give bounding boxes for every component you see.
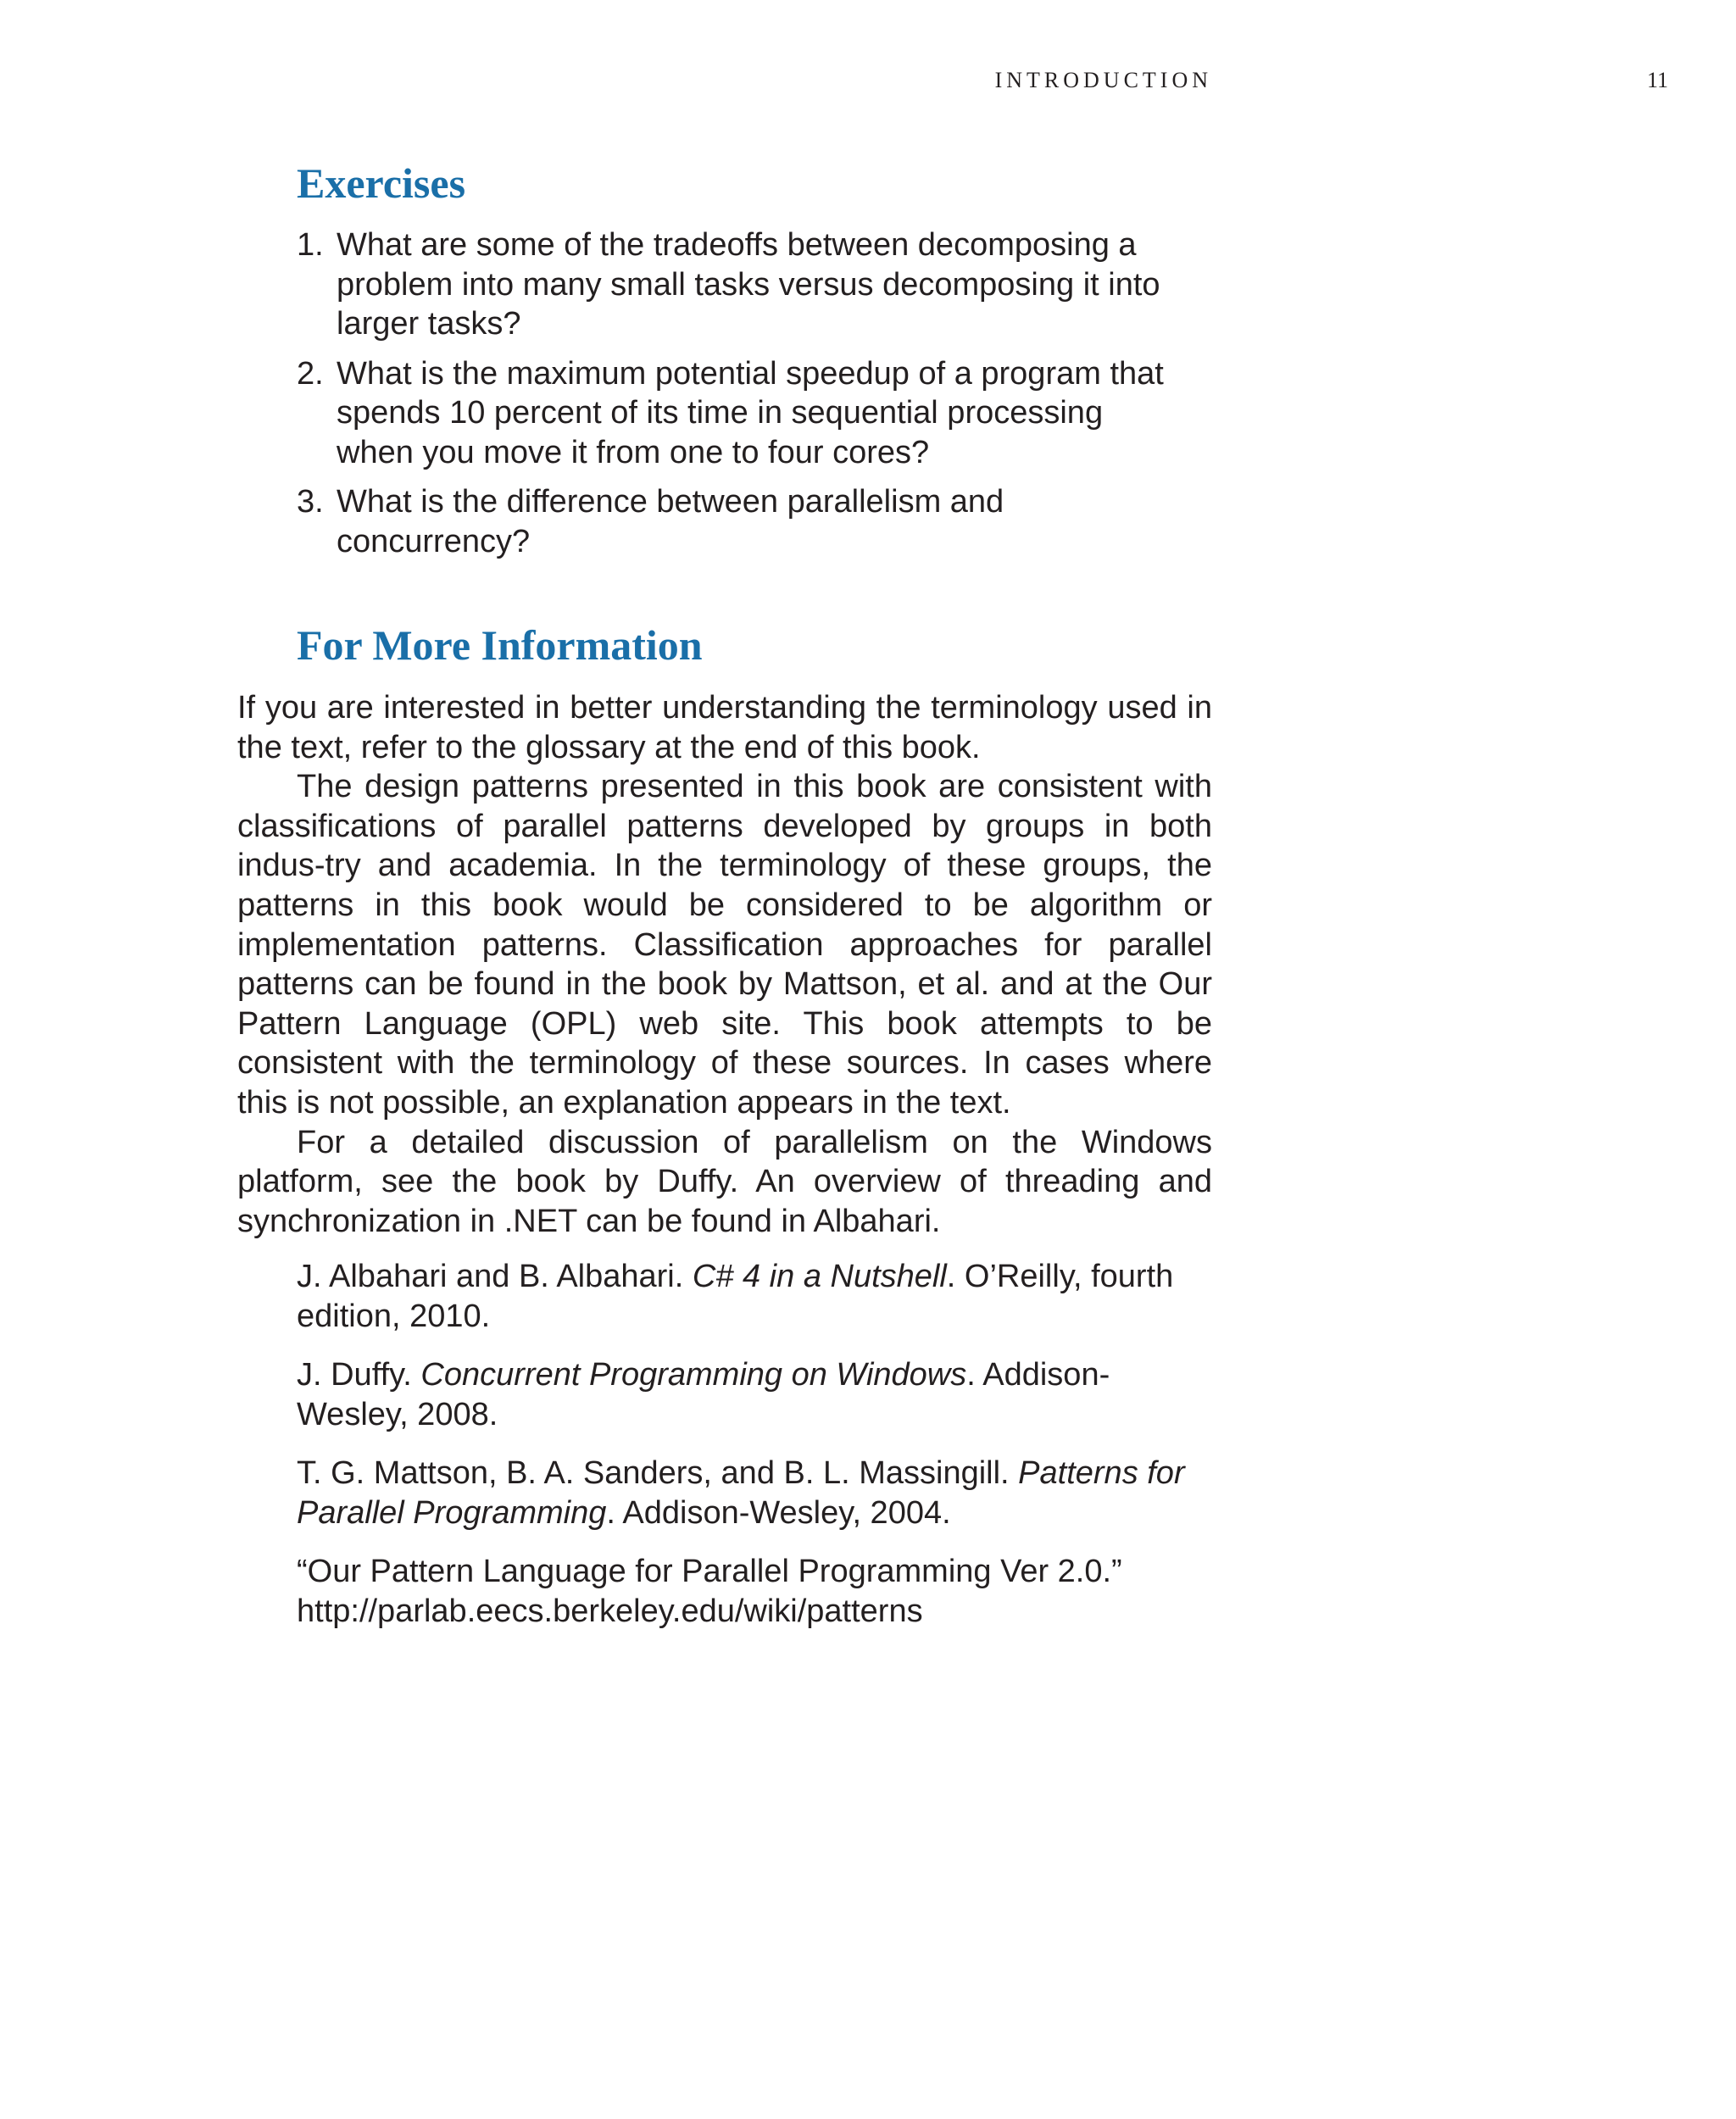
exercise-text: What is the maximum potential speedup of a program that spends 10 percent of its time in sequential processing when you move it from one to four cores? <box>337 355 1164 470</box>
reference-entry <box>297 1454 1195 1532</box>
exercise-number: 3. <box>297 484 324 520</box>
reference-title: Concurrent Programming on Windows <box>420 1357 967 1393</box>
reference-publisher: . Addison-Wesley, 2004. <box>606 1494 951 1531</box>
reference-publisher: . O’Reilly, fourth edition, 2010. <box>297 1259 1174 1334</box>
reference-authors: “Our Pattern Language for Parallel Programming Ver 2.0.” http://parlab.eecs.berkeley.edu/wiki/patterns <box>297 1554 1122 1629</box>
reference-authors: J. Albahari and B. Albahari. <box>297 1259 693 1294</box>
reference-authors: T. G. Mattson, B. A. Sanders, and B. L. Massingill. <box>297 1455 1019 1491</box>
reference-entry <box>297 1257 1195 1336</box>
reference-list <box>297 1257 1195 1650</box>
exercise-text: What is the difference between parallelism and concurrency? <box>337 484 1004 559</box>
reference-entry <box>297 1552 1195 1631</box>
exercise-list <box>297 225 1187 571</box>
reference-entry <box>297 1355 1195 1434</box>
body-paragraph: If you are interested in better understanding the terminology used in the text, refer to the glossary at the end of this book. <box>237 690 1212 765</box>
more-info-heading: For More Information <box>297 621 703 669</box>
reference-authors: J. Duffy. <box>297 1357 421 1393</box>
exercise-number: 2. <box>297 355 324 392</box>
page-number: 11 <box>1646 68 1668 92</box>
reference-title: Patterns for Parallel Programming <box>297 1455 1185 1531</box>
exercise-number: 1. <box>297 227 324 263</box>
running-head: INTRODUCTION <box>994 68 1212 92</box>
exercise-text: What are some of the tradeoffs between decomposing a problem into many small tasks versus decomposing it into larger tasks? <box>337 227 1160 342</box>
exercises-heading: Exercises <box>297 159 466 207</box>
exercise-item <box>297 354 1187 473</box>
reference-title: C# 4 in a Nutshell <box>692 1259 947 1294</box>
exercise-item <box>297 225 1187 344</box>
reference-publisher: . Addison-Wesley, 2008. <box>297 1357 1110 1432</box>
exercise-item <box>297 482 1187 561</box>
body-paragraph: The design patterns presented in this book are consistent with classifications of parallel patterns developed by groups in both indus-try and academia. In the terminology of these groups, the patterns in this book would be considered to be algorithm or implementation patterns. Classification approaches for parallel patterns can be found in the book by Mattson, et al. and at the Our Pattern Language (OPL) web site. This book attempts to be consistent with the terminology of these sources. In cases where this is not possible, an explanation appears in the text. <box>237 769 1212 1121</box>
more-info-body <box>237 688 1212 1241</box>
body-paragraph: For a detailed discussion of parallelism on the Windows platform, see the book by Duffy. An overview of threading and synchronization in .NET can be found in Albahari. <box>237 1124 1212 1239</box>
